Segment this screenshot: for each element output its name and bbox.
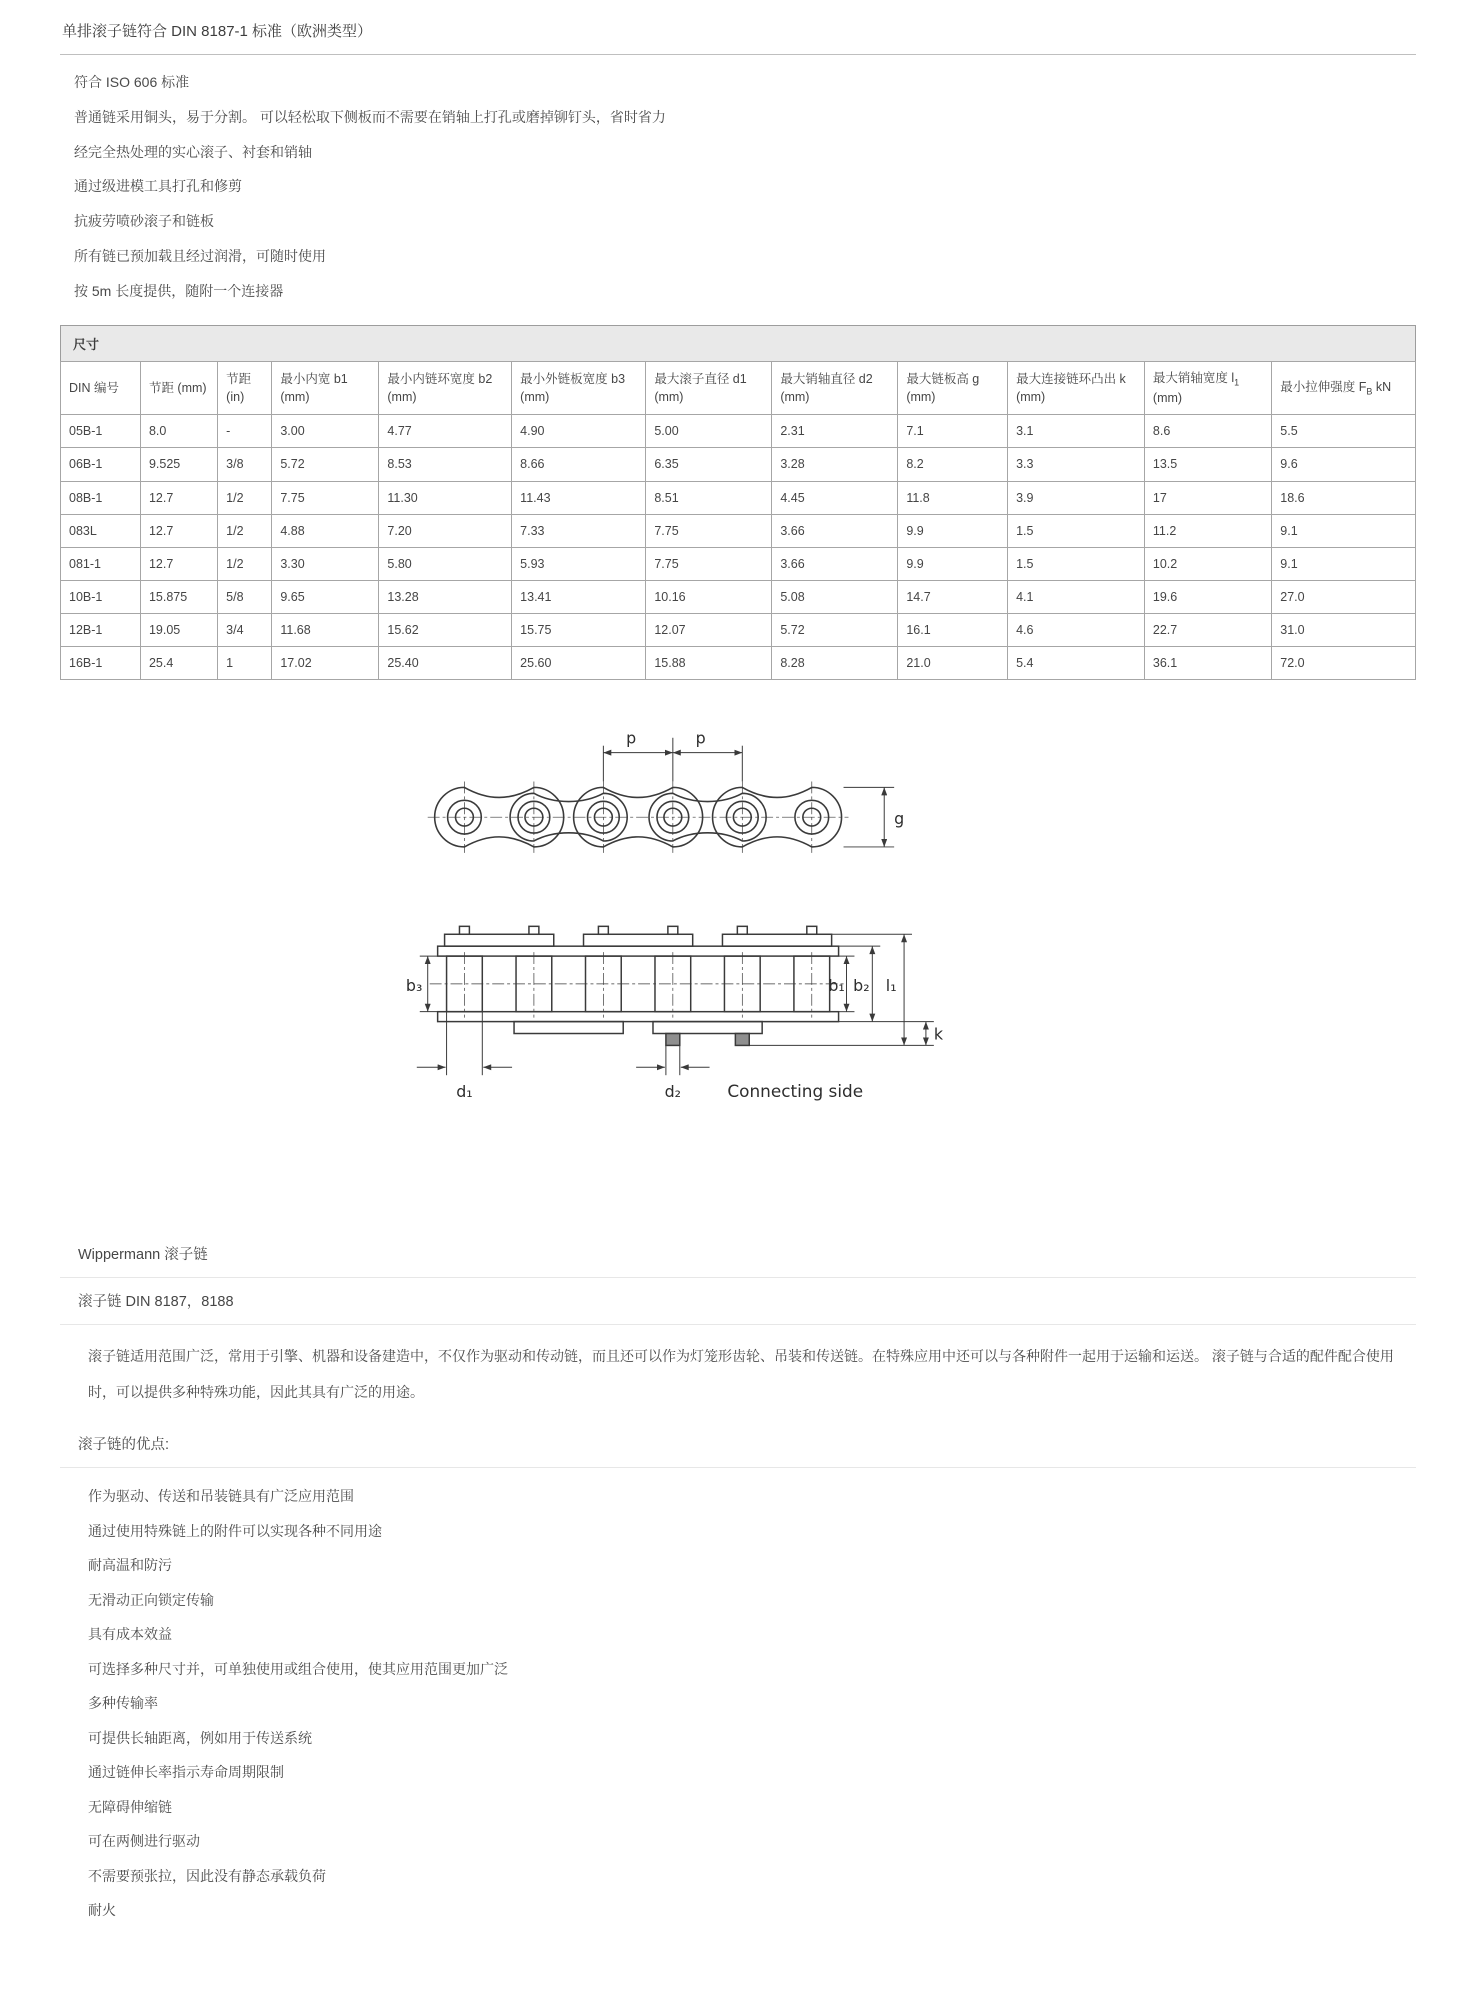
advantage-item: 作为驱动、传送和吊装链具有广泛应用范围 <box>88 1488 354 1505</box>
table-cell: 15.88 <box>646 647 772 680</box>
table-cell: 3/8 <box>218 448 272 481</box>
chain-plan-view <box>438 927 839 1046</box>
wippermann-heading: Wippermann 滚子链 <box>60 1233 1416 1278</box>
table-cell: 3.28 <box>772 448 898 481</box>
feature-item: 抗疲劳喷砂滚子和链板 <box>74 213 214 230</box>
table-cell: 72.0 <box>1272 647 1416 680</box>
table-cell: 6.35 <box>646 448 772 481</box>
feature-list <box>60 65 1416 309</box>
table-cell: 5.93 <box>512 547 646 580</box>
dimensions-table-title: 尺寸 <box>60 325 1416 361</box>
table-cell: 8.28 <box>772 647 898 680</box>
column-header: 最大连接链环凸出 k (mm) <box>1008 361 1145 415</box>
table-cell: 13.41 <box>512 580 646 613</box>
table-cell: 12.7 <box>140 547 217 580</box>
table-cell: 9.525 <box>140 448 217 481</box>
column-header: 节距 (mm) <box>140 361 217 415</box>
table-cell: 12.07 <box>646 614 772 647</box>
table-row <box>61 547 1416 580</box>
table-cell: 5.72 <box>272 448 379 481</box>
plan-centerlines <box>430 952 847 1017</box>
table-cell: 10.2 <box>1144 547 1271 580</box>
table-cell: 25.4 <box>140 647 217 680</box>
table-header-row <box>61 361 1416 415</box>
table-cell: 17.02 <box>272 647 379 680</box>
table-cell: 7.1 <box>898 415 1008 448</box>
table-cell: 11.30 <box>379 481 512 514</box>
column-header: 节距 (in) <box>218 361 272 415</box>
table-cell: 3.66 <box>772 514 898 547</box>
description-paragraph: 滚子链适用范围广泛，常用于引擎、机器和设备建造中，不仅作为驱动和传动链，而且还可以作为灯笼形齿轮、吊装和传送链。在特殊应用中还可以与各种附件一起用于运输和运送。 滚子链与合适的配件配合使用时，可以提供多种特殊功能，因此其具有广泛的用途。 <box>88 1348 1394 1400</box>
advantage-item: 可提供长轴距离，例如用于传送系统 <box>88 1729 312 1746</box>
table-cell: 081-1 <box>61 547 141 580</box>
table-cell: 4.1 <box>1008 580 1145 613</box>
table-cell: 16B-1 <box>61 647 141 680</box>
advantage-item: 可选择多种尺寸并，可单独使用或组合使用，使其应用范围更加广泛 <box>88 1660 508 1677</box>
table-cell: 5/8 <box>218 580 272 613</box>
advantages-list <box>60 1480 1416 1929</box>
table-cell: 05B-1 <box>61 415 141 448</box>
feature-item: 通过级进模工具打孔和修剪 <box>74 178 242 195</box>
table-cell: 5.5 <box>1272 415 1416 448</box>
table-cell: 1/2 <box>218 547 272 580</box>
dimensions-section <box>60 325 1416 681</box>
dim-label-b1: b₁ <box>828 976 845 996</box>
table-cell: 13.5 <box>1144 448 1271 481</box>
feature-item: 经完全热处理的实心滚子、衬套和销轴 <box>74 143 312 160</box>
table-cell: 21.0 <box>898 647 1008 680</box>
table-cell: 9.1 <box>1272 547 1416 580</box>
table-cell: 8.2 <box>898 448 1008 481</box>
table-cell: 8.6 <box>1144 415 1271 448</box>
table-cell: 9.1 <box>1272 514 1416 547</box>
table-row <box>61 647 1416 680</box>
table-cell: 3.1 <box>1008 415 1145 448</box>
dim-label-pitch-1: p <box>626 728 637 748</box>
feature-item: 符合 ISO 606 标准 <box>74 74 190 90</box>
table-cell: 3.9 <box>1008 481 1145 514</box>
table-cell: 9.9 <box>898 514 1008 547</box>
table-cell: 14.7 <box>898 580 1008 613</box>
table-cell: 15.62 <box>379 614 512 647</box>
table-cell: 5.00 <box>646 415 772 448</box>
table-cell: 3.66 <box>772 547 898 580</box>
table-cell: 5.4 <box>1008 647 1145 680</box>
table-cell: 19.6 <box>1144 580 1271 613</box>
table-cell: 36.1 <box>1144 647 1271 680</box>
advantages-heading: 滚子链的优点: <box>60 1421 1416 1468</box>
dim-label-plate-height-g: g <box>894 809 905 829</box>
table-cell: 15.875 <box>140 580 217 613</box>
table-cell: 22.7 <box>1144 614 1271 647</box>
dim-label-k: k <box>933 1024 944 1044</box>
table-cell: 17 <box>1144 481 1271 514</box>
dim-label-b3: b₃ <box>405 976 423 996</box>
column-header: 最大滚子直径 d1 (mm) <box>646 361 772 415</box>
column-header: DIN 编号 <box>61 361 141 415</box>
table-row <box>61 514 1416 547</box>
table-cell: 16.1 <box>898 614 1008 647</box>
advantage-item: 多种传输率 <box>88 1695 158 1712</box>
table-cell: 11.68 <box>272 614 379 647</box>
dimensions-table <box>60 361 1416 681</box>
table-cell: 7.75 <box>646 514 772 547</box>
table-cell: 3.00 <box>272 415 379 448</box>
table-body <box>61 415 1416 680</box>
table-cell: 11.8 <box>898 481 1008 514</box>
advantage-item: 具有成本效益 <box>88 1626 172 1643</box>
centerlines <box>428 782 849 853</box>
feature-item: 按 5m 长度提供，随附一个连接器 <box>74 282 284 299</box>
side-view-dimension-lines <box>603 738 894 847</box>
table-cell: 25.40 <box>379 647 512 680</box>
advantage-item: 通过链伸长率指示寿命周期限制 <box>88 1764 284 1781</box>
feature-item: 普通链采用铜头，易于分割。 可以轻松取下侧板而不需要在销轴上打孔或磨掉铆钉头，省时省力 <box>74 108 666 125</box>
advantage-item: 无滑动正向锁定传输 <box>88 1591 214 1608</box>
connecting-side-label: Connecting side <box>727 1081 864 1102</box>
table-cell: 4.88 <box>272 514 379 547</box>
dim-label-b2: b₂ <box>853 976 870 996</box>
din-subheading: 滚子链 DIN 8187，8188 <box>60 1278 1416 1325</box>
dim-label-d2: d₂ <box>664 1082 682 1102</box>
table-cell: 4.77 <box>379 415 512 448</box>
info-section <box>60 1233 1416 1928</box>
advantage-item: 耐高温和防污 <box>88 1557 172 1574</box>
table-row <box>61 415 1416 448</box>
table-cell: 8.0 <box>140 415 217 448</box>
table-cell: 11.2 <box>1144 514 1271 547</box>
table-cell: 3/4 <box>218 614 272 647</box>
table-cell: - <box>218 415 272 448</box>
advantage-item: 通过使用特殊链上的附件可以实现各种不同用途 <box>88 1522 382 1539</box>
table-cell: 7.75 <box>272 481 379 514</box>
table-cell: 11.43 <box>512 481 646 514</box>
table-cell: 1/2 <box>218 514 272 547</box>
chain-drawing-svg <box>390 708 1045 1115</box>
column-header: 最小外链板宽度 b3 (mm) <box>512 361 646 415</box>
table-cell: 7.20 <box>379 514 512 547</box>
table-cell: 7.33 <box>512 514 646 547</box>
advantage-item: 无障碍伸缩链 <box>88 1798 172 1815</box>
table-cell: 18.6 <box>1272 481 1416 514</box>
advantage-item: 耐火 <box>88 1902 116 1919</box>
table-cell: 9.65 <box>272 580 379 613</box>
table-cell: 27.0 <box>1272 580 1416 613</box>
table-cell: 5.08 <box>772 580 898 613</box>
table-cell: 083L <box>61 514 141 547</box>
advantage-item: 不需要预张拉，因此没有静态承载负荷 <box>88 1867 326 1884</box>
table-cell: 1 <box>218 647 272 680</box>
table-row <box>61 448 1416 481</box>
table-cell: 08B-1 <box>61 481 141 514</box>
table-cell: 1.5 <box>1008 547 1145 580</box>
column-header: 最小内链环宽度 b2 (mm) <box>379 361 512 415</box>
table-cell: 5.80 <box>379 547 512 580</box>
table-cell: 4.90 <box>512 415 646 448</box>
table-cell: 3.3 <box>1008 448 1145 481</box>
table-cell: 4.6 <box>1008 614 1145 647</box>
table-row <box>61 614 1416 647</box>
advantage-item: 可在两侧进行驱动 <box>88 1833 200 1850</box>
dim-label-d1: d₁ <box>456 1082 473 1102</box>
feature-item: 所有链已预加载且经过润滑，可随时使用 <box>74 247 326 264</box>
table-cell: 12.7 <box>140 481 217 514</box>
column-header: 最大销轴宽度 $l_1$ (mm) <box>1144 361 1271 415</box>
table-cell: 06B-1 <box>61 448 141 481</box>
table-cell: 3.30 <box>272 547 379 580</box>
table-cell: 9.9 <box>898 547 1008 580</box>
table-cell: 8.51 <box>646 481 772 514</box>
table-cell: 13.28 <box>379 580 512 613</box>
column-header: 最小内宽 b1 (mm) <box>272 361 379 415</box>
column-header: 最大销轴直径 d2 (mm) <box>772 361 898 415</box>
column-header: 最小拉伸强度 $F_B$ kN <box>1272 361 1416 415</box>
dim-label-l1: l₁ <box>885 976 897 996</box>
table-cell: 25.60 <box>512 647 646 680</box>
page-title: 单排滚子链符合 DIN 8187-1 标准（欧洲类型） <box>60 12 1416 55</box>
dim-label-pitch-2: p <box>695 728 706 748</box>
table-cell: 8.53 <box>379 448 512 481</box>
table-cell: 19.05 <box>140 614 217 647</box>
table-cell: 5.72 <box>772 614 898 647</box>
column-header: 最大链板高 g (mm) <box>898 361 1008 415</box>
chain-technical-drawing <box>390 708 1050 1115</box>
table-row <box>61 580 1416 613</box>
table-cell: 10.16 <box>646 580 772 613</box>
table-cell: 4.45 <box>772 481 898 514</box>
table-cell: 12B-1 <box>61 614 141 647</box>
table-cell: 12.7 <box>140 514 217 547</box>
table-row <box>61 481 1416 514</box>
table-cell: 8.66 <box>512 448 646 481</box>
table-cell: 31.0 <box>1272 614 1416 647</box>
table-cell: 15.75 <box>512 614 646 647</box>
table-cell: 2.31 <box>772 415 898 448</box>
table-cell: 7.75 <box>646 547 772 580</box>
table-cell: 1/2 <box>218 481 272 514</box>
table-cell: 9.6 <box>1272 448 1416 481</box>
table-cell: 1.5 <box>1008 514 1145 547</box>
table-cell: 10B-1 <box>61 580 141 613</box>
